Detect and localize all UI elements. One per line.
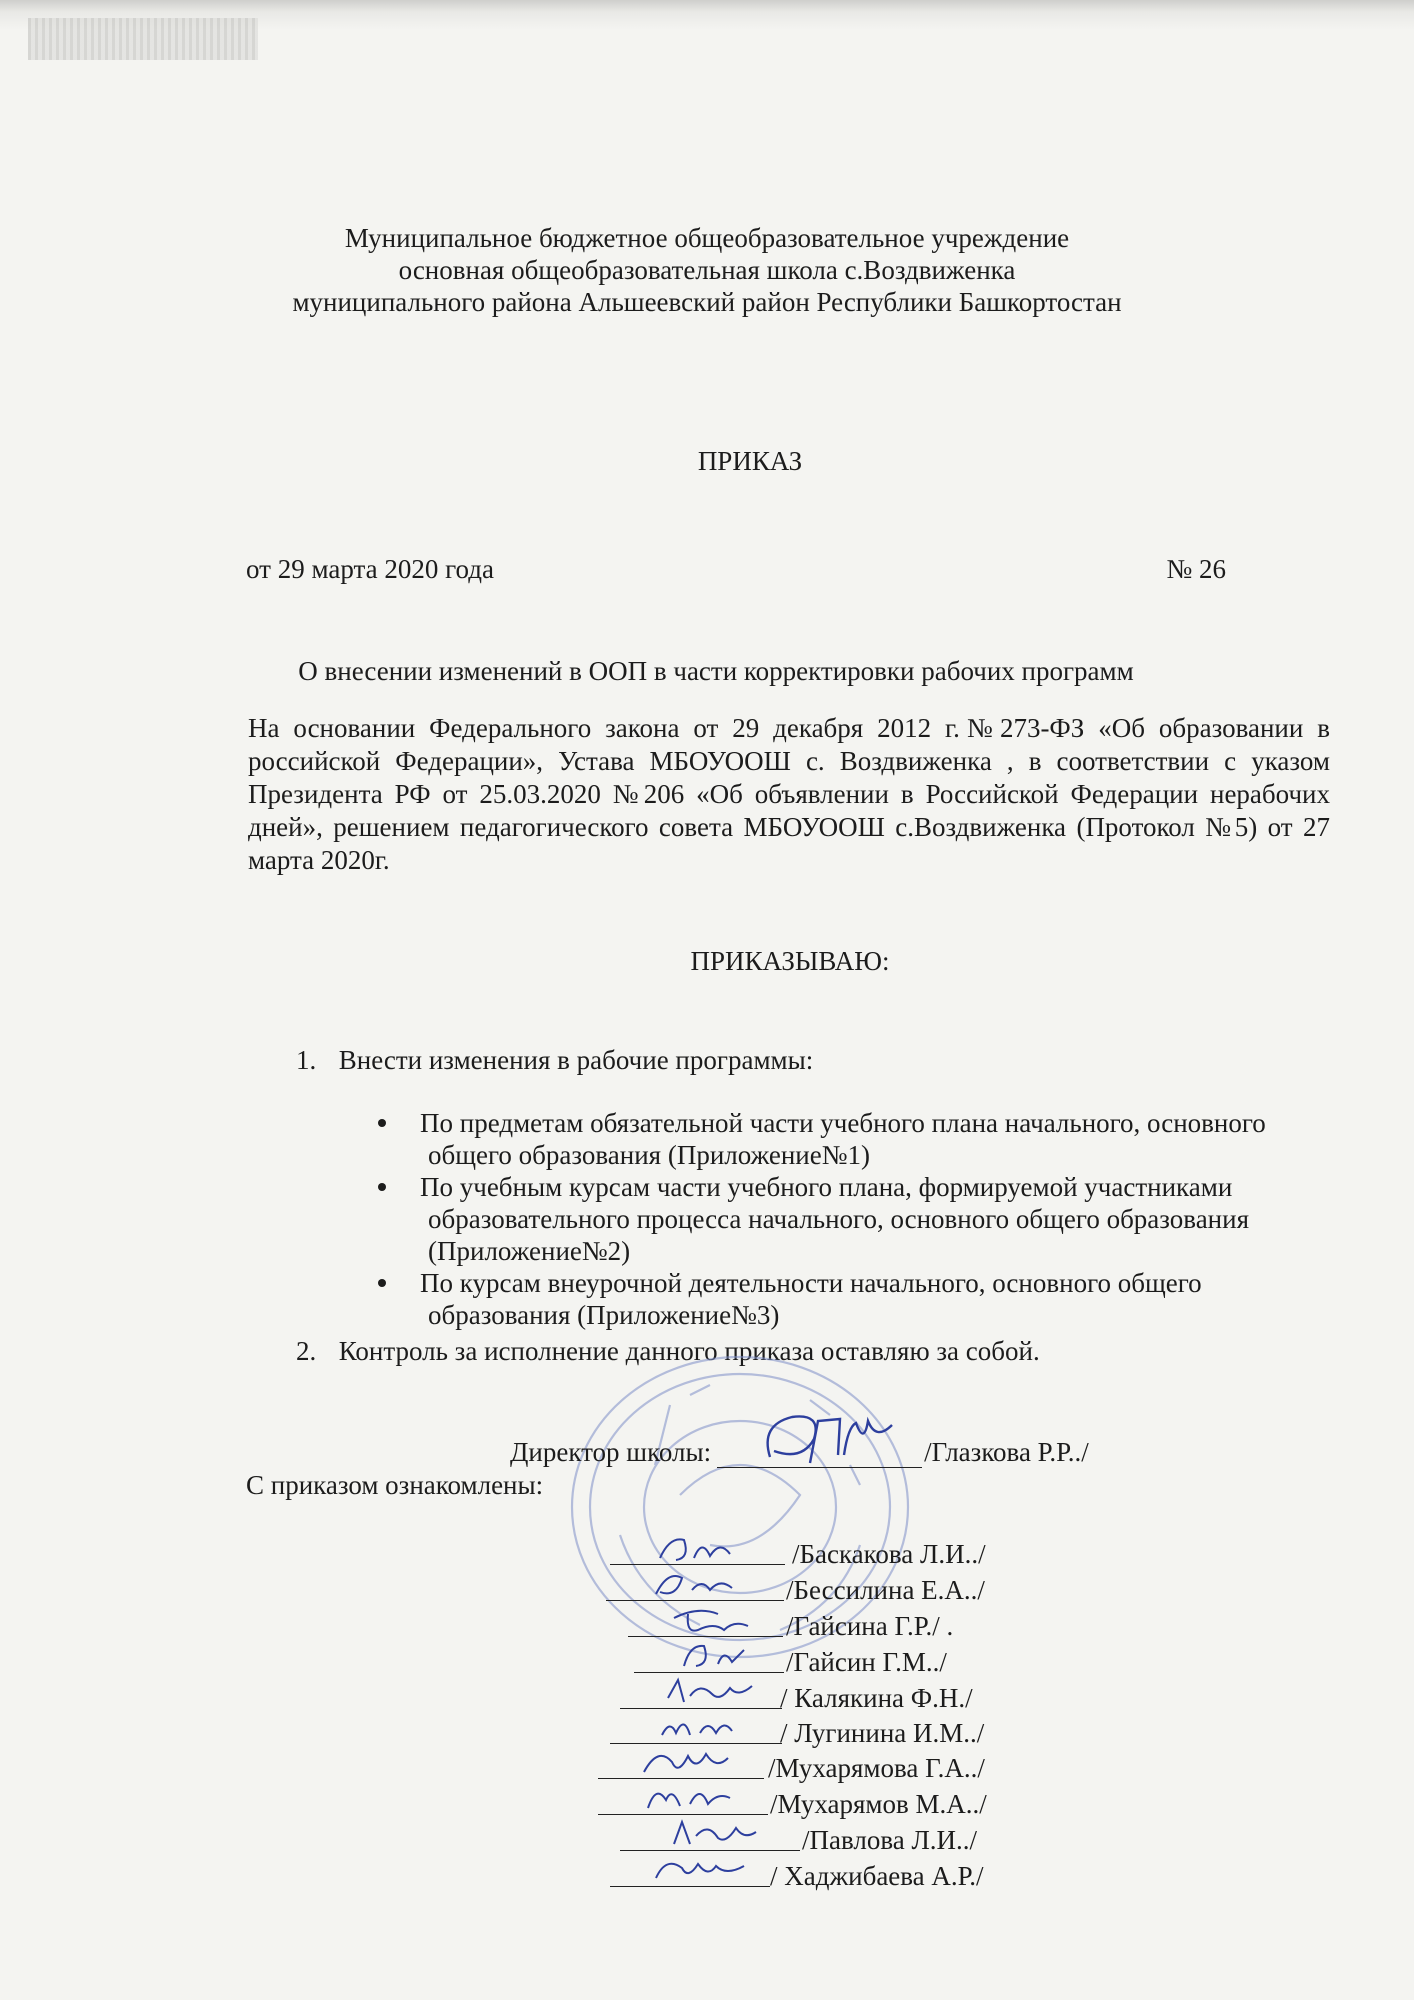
bullet-icon — [378, 1183, 386, 1191]
signatory-signature — [650, 1528, 750, 1568]
header-line-3: муниципального района Альшеевский район Республики Башкортостан — [292, 287, 1122, 317]
list-item — [378, 1267, 1338, 1331]
signatory-signature — [638, 1778, 738, 1818]
signatory-name: / Хаджибаева А.Р./ — [770, 1861, 984, 1891]
item-text: Внести изменения в рабочие программы: — [338, 1045, 814, 1075]
signatory-signature — [668, 1600, 768, 1640]
director-signature — [752, 1405, 902, 1477]
signatory-signature — [660, 1672, 760, 1712]
signatory-signature — [646, 1564, 746, 1604]
acquainted-label: С приказом ознакомлены: — [246, 1470, 544, 1500]
order-number: № 26 — [1166, 554, 1226, 584]
signatory-signature — [650, 1707, 750, 1747]
program-changes-list — [378, 1107, 1338, 1331]
signatory-name: /Гайсина Г.Р./ . — [786, 1611, 954, 1641]
signatory-name: / Калякина Ф.Н./ — [780, 1683, 973, 1713]
list-item-line: По предметам обязательной части учебного плана начального, основного — [420, 1108, 1266, 1138]
list-item-line: образования (Приложение№3) — [428, 1300, 780, 1330]
director-name: /Глазкова Р.Р../ — [924, 1437, 1089, 1467]
signatory-name: /Гайсин Г.М../ — [786, 1647, 947, 1677]
signatory-signature — [638, 1742, 738, 1782]
signatory-name: /Бессилина Е.А../ — [786, 1575, 985, 1605]
list-item-line: По учебным курсам части учебного плана, формируемой участниками — [420, 1172, 1233, 1202]
list-item-line: образовательного процесса начального, основного общего образования — [428, 1204, 1249, 1234]
document-title: ПРИКАЗ — [697, 446, 803, 476]
signatory-signature — [674, 1636, 774, 1676]
header-line-2: основная общеобразовательная школа с.Воздвиженка — [398, 255, 1016, 285]
item-text: Контроль за исполнение данного приказа оставляю за собой. — [338, 1336, 1040, 1366]
list-item — [378, 1107, 1338, 1171]
scan-artifact — [28, 18, 258, 60]
list-item-line: По курсам внеурочной деятельности начального, основного общего — [420, 1268, 1202, 1298]
order-date: от 29 марта 2020 года — [246, 554, 494, 584]
signatory-signature — [650, 1850, 750, 1890]
director-label: Директор школы: — [510, 1437, 712, 1467]
legal-basis-paragraph: На основании Федерального закона от 29 декабря 2012 г.№273-ФЗ «Об образовании в российской Федерации», Устава МБОУООШ с. Воздвиженка , в соответствии с указом Президента РФ от 25.03.2020 №206 «Об объявлении в Российской Федерации нерабочих дней», решением педагогического совета МБОУООШ с.Воздвиженка (Протокол №5) от 27 марта 2020г. — [248, 713, 1330, 875]
bullet-icon — [378, 1279, 386, 1287]
signatory-signature — [660, 1814, 760, 1854]
organization-header — [0, 222, 1414, 318]
item-number: 2. — [296, 1336, 317, 1366]
signatory-name: / Лугинина И.М../ — [780, 1718, 985, 1748]
signatory-name: /Мухарямова Г.А../ — [768, 1753, 985, 1783]
list-item-line: (Приложение№2) — [428, 1236, 631, 1266]
signatory-name: /Баскакова Л.И../ — [792, 1539, 986, 1569]
signatory-name: /Павлова Л.И../ — [802, 1825, 978, 1855]
order-subject: О внесении изменений в ООП в части корректировки рабочих программ — [298, 656, 1134, 686]
order-item-1 — [296, 1044, 813, 1076]
list-item-line: общего образования (Приложение№1) — [428, 1140, 870, 1170]
list-item — [378, 1171, 1338, 1267]
order-heading: ПРИКАЗЫВАЮ: — [690, 946, 890, 976]
item-number: 1. — [296, 1045, 317, 1075]
signatory-name: /Мухарямов М.А../ — [770, 1789, 987, 1819]
date-number-line — [246, 553, 1226, 585]
header-line-1: Муниципальное бюджетное общеобразовательное учреждение — [344, 223, 1070, 253]
bullet-icon — [378, 1119, 386, 1127]
